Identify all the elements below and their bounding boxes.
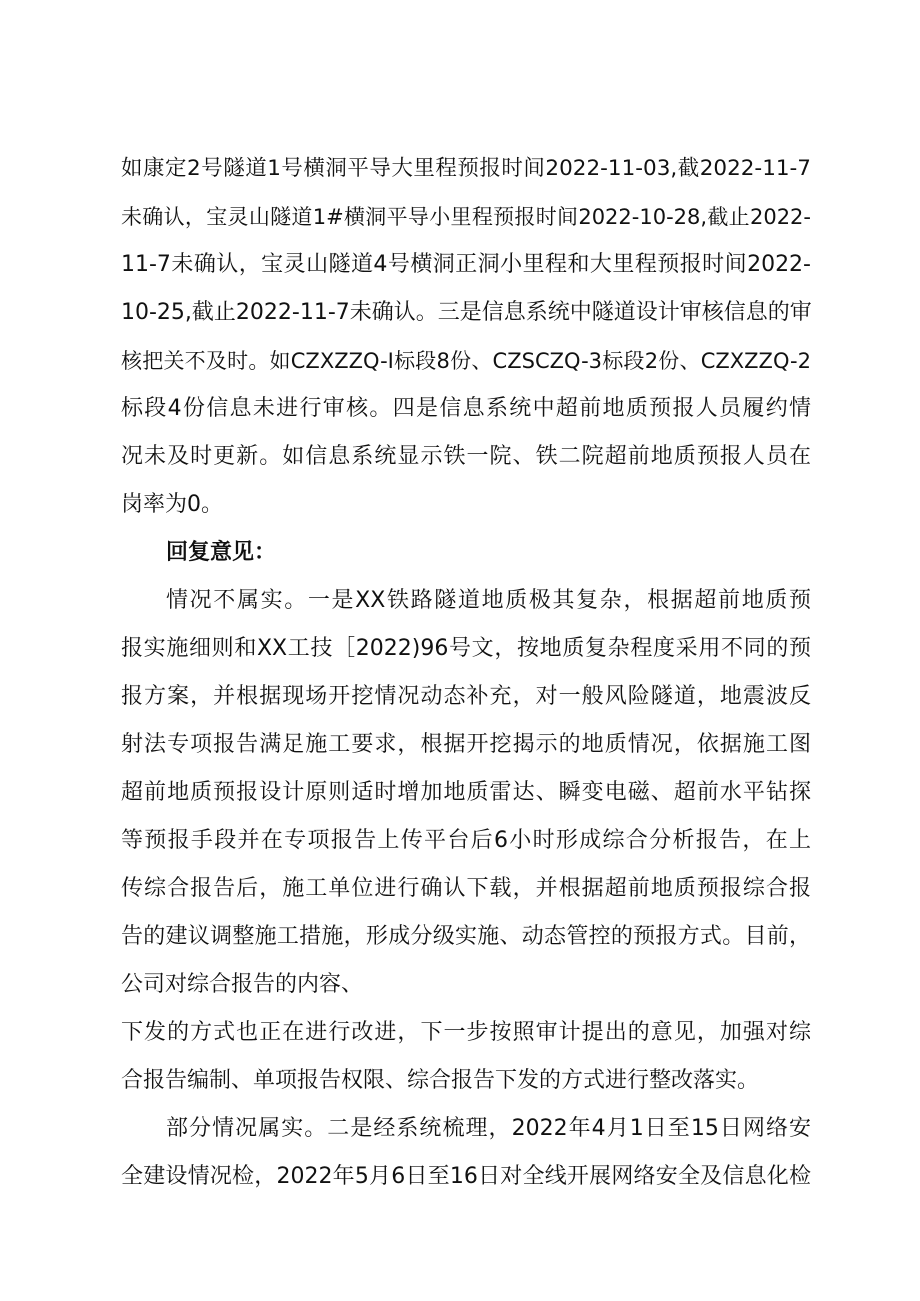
paragraph-line: 报实施细则和XX工技［2022)96号文，按地质复杂程度采用不同的预 — [121, 636, 811, 661]
paragraph-line: 10-25,截止2022-11-7未确认。三是信息系统中隧道设计审核信息的审 — [121, 300, 812, 325]
reply-heading: 回复意见： — [166, 540, 277, 565]
paragraph-line: 射法专项报告满足施工要求，根据开挖揭示的地质情况，依据施工图 — [121, 732, 811, 757]
paragraph-line: 岗率为0。 — [121, 492, 223, 517]
paragraph-line: 公司对综合报告的内容、 — [121, 972, 364, 997]
paragraph-line: 下发的方式也正在进行改进，下一步按照审计提出的意见，加强对综 — [121, 1020, 811, 1045]
paragraph-line: 合报告编制、单项报告权限、综合报告下发的方式进行整改落实。 — [121, 1068, 760, 1093]
paragraph-line: 等预报手段并在专项报告上传平台后6小时形成综合分析报告，在上 — [121, 828, 811, 853]
paragraph-line: 如康定2号隧道1号横洞平导大里程预报时间2022-11-03,截2022-11-7 — [121, 156, 811, 181]
paragraph-line: 11-7未确认，宝灵山隧道4号横洞正洞小里程和大里程预报时间2022- — [121, 252, 811, 277]
paragraph-line: 全建设情况检，2022年5月6日至16日对全线开展网络安全及信息化检 — [121, 1164, 811, 1189]
paragraph-line: 告的建议调整施工措施，形成分级实施、动态管控的预报方式。目前， — [121, 924, 811, 949]
paragraph-line: 标段4份信息未进行审核。四是信息系统中超前地质预报人员履约情 — [121, 396, 811, 421]
paragraph-line: 情况不属实。一是XX铁路隧道地质极其复杂，根据超前地质预 — [166, 588, 811, 613]
paragraph-line: 部分情况属实。二是经系统梳理，2022年4月1日至15日网络安 — [166, 1116, 811, 1141]
paragraph-line: 未确认，宝灵山隧道1#横洞平导小里程预报时间2022-10-28,截止2022- — [121, 205, 811, 229]
paragraph-line: 报方案，并根据现场开挖情况动态补充，对一般风险隧道，地震波反 — [121, 684, 811, 709]
paragraph-line: 况未及时更新。如信息系统显示铁一院、铁二院超前地质预报人员在 — [121, 444, 811, 469]
paragraph-line: 传综合报告后，施工单位进行确认下载，并根据超前地质预报综合报 — [121, 876, 811, 901]
paragraph-line: 核把关不及时。如CZXZZQ-I标段8份、CZSCZQ-3标段2份、CZXZZQ-2 — [121, 349, 811, 373]
paragraph-line: 超前地质预报设计原则适时增加地质雷达、瞬变电磁、超前水平钻探 — [121, 780, 811, 805]
